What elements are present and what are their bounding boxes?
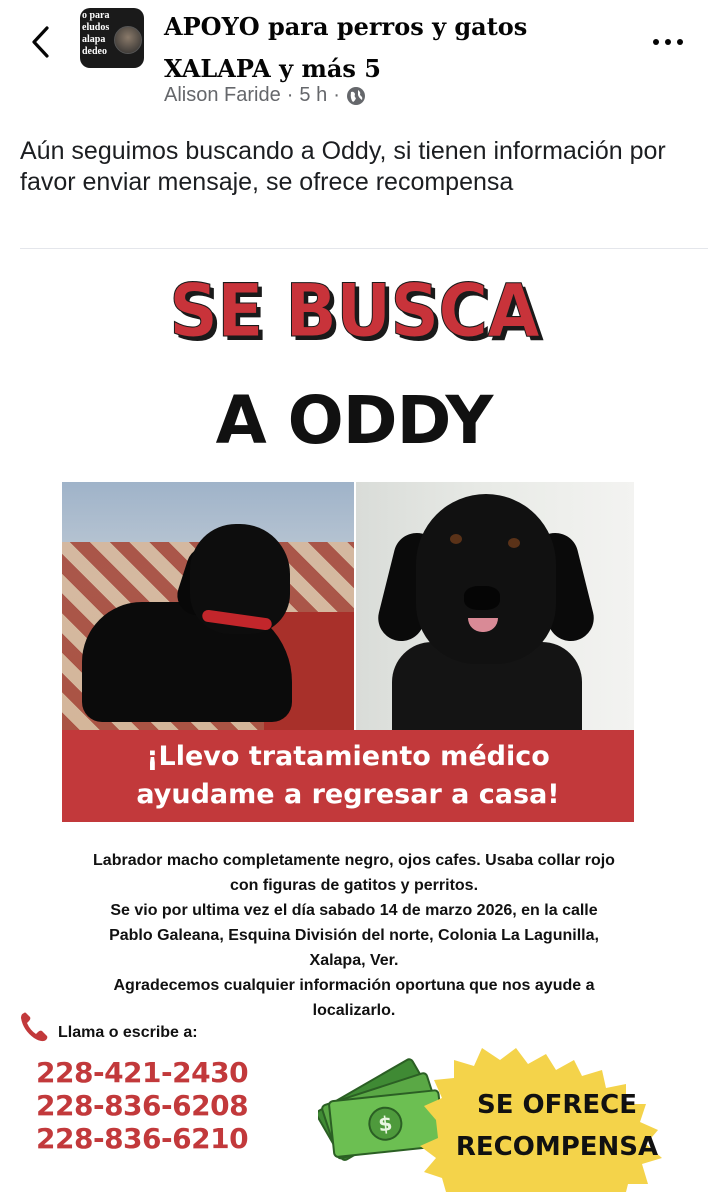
more-options-button[interactable] [648, 30, 688, 54]
reward-line-1: SE OFRECE [476, 1090, 638, 1120]
poster-subheadline: A ODDY [215, 382, 493, 459]
chevron-left-icon [30, 25, 50, 59]
post-meta [164, 84, 366, 107]
post-time[interactable]: 5 h [299, 84, 328, 106]
description-line: localizarlo. [312, 1002, 396, 1019]
post-header [0, 0, 708, 118]
call-label: Llama o escribe a: [58, 1024, 198, 1041]
description-line: Pablo Galeana, Esquina División del norte, Colonia La Lagunilla, [109, 927, 599, 944]
description-line: con figuras de gatitos y perritos. [229, 877, 479, 894]
phone-list [36, 1056, 248, 1155]
poster-headline: SE BUSCA [169, 268, 539, 355]
group-name-link[interactable]: APOYO para perros y gatos XALAPA y más 5 [164, 12, 528, 83]
more-dots-icon [653, 39, 659, 45]
banner-line-2: ayudame a regresar a casa! [136, 779, 560, 810]
description-line: Se vio por ultima vez el día sabado 14 de marzo 2026, en la calle [110, 902, 598, 919]
description-line: Labrador macho completamente negro, ojos cafes. Usaba collar rojo [93, 852, 615, 869]
globe-icon [346, 86, 366, 106]
banner-line-1: ¡Llevo tratamiento médico [146, 741, 550, 772]
reward-text [432, 1084, 682, 1168]
phone-number[interactable]: 228-836-6208 [36, 1089, 249, 1122]
dog-photo-portrait [356, 482, 634, 732]
dog-photo-lying [62, 482, 354, 732]
phone-number[interactable]: 228-836-6210 [36, 1122, 249, 1155]
avatar-text: o para eludos alapa dedeo [82, 10, 110, 57]
phone-icon [18, 1010, 50, 1044]
reward-line-2: RECOMPENSA [455, 1132, 659, 1162]
divider [20, 248, 708, 249]
medical-banner [62, 730, 634, 822]
meta-separator: · [333, 84, 340, 106]
group-avatar[interactable] [80, 8, 144, 68]
dog-description [40, 848, 668, 1023]
author-name[interactable]: Alison Faride [164, 84, 281, 106]
svg-text:$: $ [377, 1111, 394, 1137]
back-button[interactable] [22, 20, 58, 64]
meta-separator: · [286, 84, 294, 106]
description-line: Xalapa, Ver. [309, 952, 399, 969]
description-line: Agradecemos cualquier información oportuna que nos ayude a [113, 977, 595, 994]
avatar-photo [114, 26, 142, 54]
post-body-text: Aún seguimos buscando a Oddy, si tienen información por favor enviar mensaje, se ofrece recompensa [20, 137, 666, 196]
post-image[interactable] [0, 250, 708, 1200]
phone-number[interactable]: 228-421-2430 [36, 1056, 249, 1089]
